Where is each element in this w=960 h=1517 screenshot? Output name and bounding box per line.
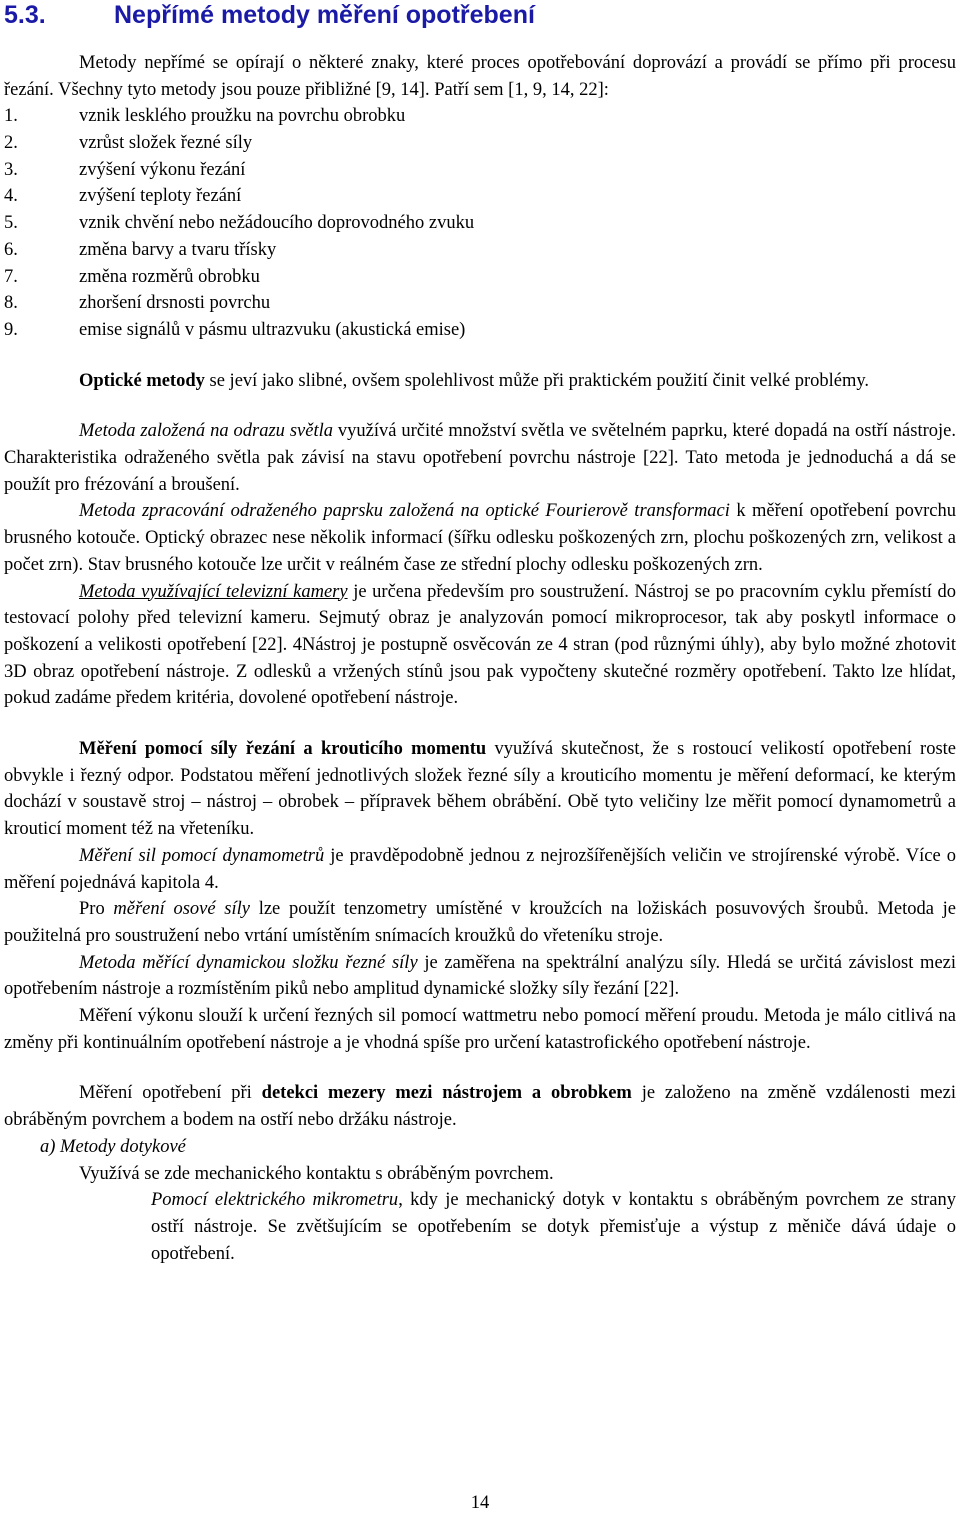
list-item [4,210,956,237]
axial-force-paragraph [4,896,956,949]
force-text: využívá skutečnost, že s rostoucí velikostí opotřebení roste obvykle i řezný odpor. Podstatou měření jednotlivých složek řezné síly a krouticího momentu je měření deformací, ke kterým dochází v soustavě stroj – nástroj – obrobek – přípravek během obrábění. Obě tyto veličiny lze měřit pomocí dynamometrů a krouticí moment též na vřeteníku. [4,739,956,840]
micrometer-text: , kdy je mechanický dotyk v kontaktu s obráběným povrchem ze strany ostří nástroje. Se zvětšujícím se opotřebením se dotyk přemisťuje a výstup z měniče dává údaje o opotřebení. [151,1190,956,1264]
list-item [4,317,956,344]
dynamic-force-paragraph [4,950,956,1003]
list-text: zhoršení drsnosti povrchu [79,293,271,314]
list-item [4,103,956,130]
contact-methods-text: Využívá se zde mechanického kontaktu s obráběným povrchem. [79,1163,554,1184]
list-number: 2. [4,133,18,154]
list-number: 5. [4,213,18,234]
optical-paragraph [4,368,956,395]
section-heading [4,0,535,30]
list-item [4,183,956,210]
dynamometer-text: je pravděpodobně jednou z nejrozšířenějších veličin ve strojírenské výrobě. Více o měření pojednává kapitola 4. [4,845,956,893]
tv-camera-paragraph [4,579,956,713]
section-number: 5.3. [4,1,46,29]
tv-camera-text: je určena především pro soustružení. Nástroj se po pracovním cyklu přemístí do testovací polohy před televizní kameru. Sejmutý obraz je analyzován pomocí mikroprocesor, tak aby poskytl informace o poškození a velikosti opotřebení [22]. 4Nástroj je postupně osvěcován ze 4 stran (pod různými úhly), aby bylo možné zhotovit 3D obraz opotřebení nástroje. Z odlesků a vržených stínů jsou pak vypočteny skutečné rozměry opotřebení. Takto lze hlídat, pokud zadáme předem kritéria, dovolené opotřebení nástroje. [4,581,956,709]
section-title: Nepřímé metody měření opotřebení [114,1,535,29]
indicator-list [4,103,956,343]
dynamic-text: je zaměřena na spektrální analýzu síly. Hledá se určitá závislost mezi opotřebením nástroje a rozmístěním piků nebo amplitud dynamické složky síly řezání [22]. [4,952,957,1000]
page-number: 14 [470,1493,490,1513]
reflection-paragraph [4,418,956,498]
force-term: Měření pomocí síly řezání a krouticího momentu [79,739,487,760]
list-text: emise signálů v pásmu ultrazvuku (akustická emise) [79,319,466,340]
optical-text: se jeví jako slibné, ovšem spolehlivost může při praktickém použití činit velké problémy. [204,370,870,391]
contact-label: a) [40,1136,56,1157]
list-item [4,130,956,157]
axial-text: lze použít tenzometry umístěné v kroužcích na ložiskách posuvových šroubů. Metoda je použitelná pro soustružení nebo vrtání umístěním snímacích kroužků do vřeteníku stroje. [4,899,957,946]
page-content [4,50,956,1267]
intro-paragraph: Metody nepřímé se opírají o některé znaky, které proces opotřebování doprovází a provádí se přímo při procesu řezání. Všechny tyto metody jsou pouze přibližné [9, 14]. Patří sem [1, 9, 14, 22]: [4,53,956,100]
fourier-term: Metoda zpracování odraženého paprsku založená na optické Fourierově transformaci [79,501,730,522]
axial-term: měření osové síly [113,899,250,920]
list-item [4,157,956,184]
list-text: změna rozměrů obrobku [79,266,260,287]
power-paragraph: Měření výkonu slouží k určení řezných sil pomocí wattmetru nebo pomocí měření proudu. Metoda je málo citlivá na změny při kontinuálním opotřebení nástroje a je vhodná spíše pro určení katastrofického opotřebení nástroje. [4,1006,956,1053]
list-item [4,237,956,264]
micrometer-term: Pomocí elektrického mikrometru [151,1190,399,1211]
list-number: 9. [4,319,18,340]
list-text: zvýšení teploty řezání [79,186,242,207]
dynamic-term: Metoda měřící dynamickou složku řezné síly [79,952,418,973]
fourier-paragraph [4,498,956,578]
tv-camera-term: Metoda využívající televizní kamery [79,581,348,602]
list-number: 4. [4,186,18,207]
gap-detection-paragraph [4,1080,956,1133]
list-number: 8. [4,293,18,314]
dynamometer-paragraph [4,843,956,896]
axial-pre: Pro [79,899,114,920]
reflection-term: Metoda založená na odrazu světla [79,421,333,442]
list-number: 7. [4,266,18,287]
contact-title: Metody dotykové [60,1136,186,1157]
list-text: změna barvy a tvaru třísky [79,239,277,260]
gap-text: je založeno na změně vzdálenosti mezi obráběným povrchem a bodem na ostří nebo držáku nástroje. [4,1083,956,1131]
optical-term: Optické metody [79,370,205,391]
list-number: 6. [4,239,18,260]
list-item [4,264,956,291]
contact-methods-heading [4,1134,956,1161]
list-text: vzrůst složek řezné síly [79,133,253,154]
gap-pre: Měření opotřebení při [79,1083,262,1104]
list-text: zvýšení výkonu řezání [79,159,246,180]
reflection-text: využívá určité množství světla ve světelném paprku, které dopadá na ostří nástroje. Charakteristika odraženého světla pak závisí na stavu opotřebení povrchu nástroje [22]. Tato metoda je jednoduchá a dá se použít pro frézování a broušení. [4,421,956,495]
force-paragraph [4,736,956,843]
list-number: 1. [4,106,18,127]
list-number: 3. [4,159,18,180]
gap-term: detekci mezery mezi nástrojem a obrobkem [261,1083,632,1104]
list-text: vznik chvění nebo nežádoucího doprovodného zvuku [79,213,475,234]
list-text: vznik lesklého proužku na povrchu obrobku [79,106,406,127]
list-item [4,290,956,317]
dynamometer-term: Měření sil pomocí dynamometrů [79,845,325,866]
fourier-text: k měření opotřebení povrchu brusného kotouče. Optický obrazec nese několik informací (šířku odlesku poškozených zrn, plochu poškozených zrn, velikost a počet zrn). Stav brusného kotouče lze určit v reálném čase ze střední plochy odlesku poškozených zrn. [4,501,956,575]
micrometer-paragraph [4,1187,956,1267]
